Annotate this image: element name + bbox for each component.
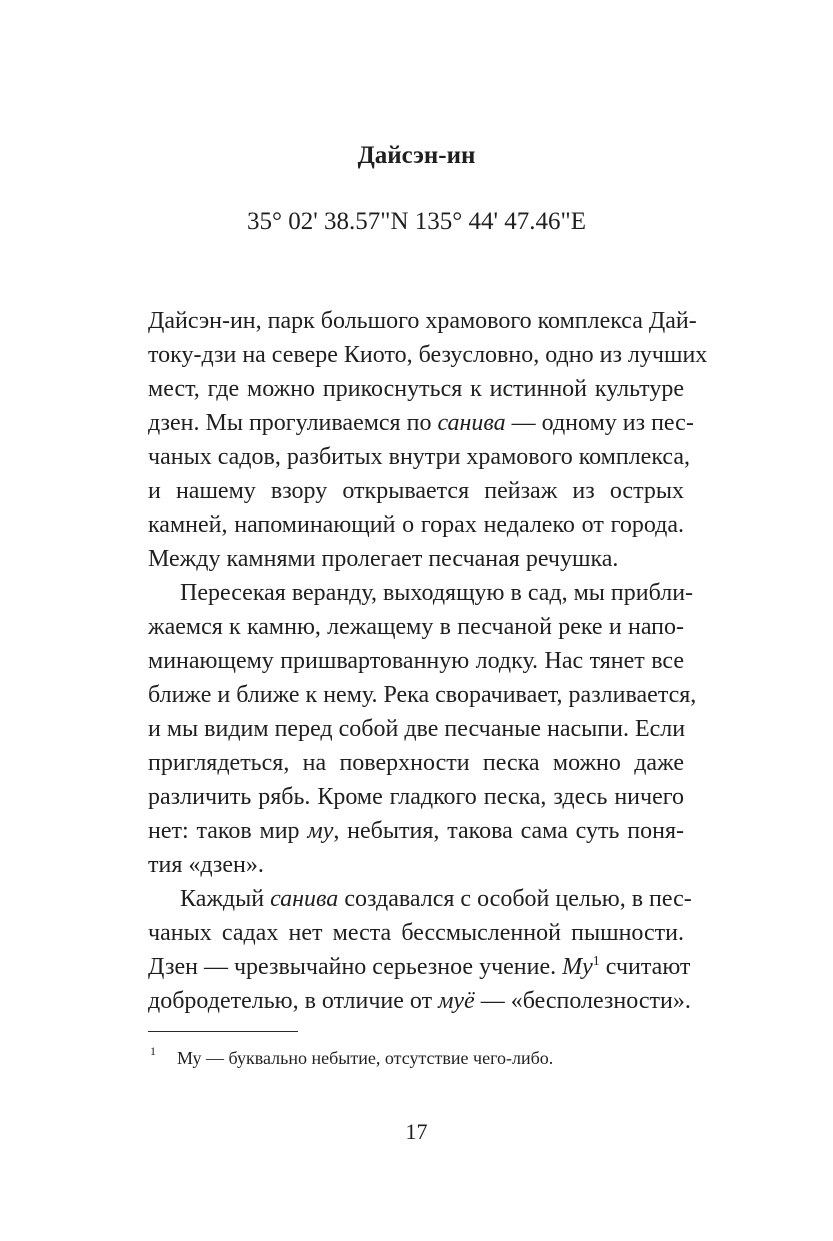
text-line: Каждый санива создавался с особой целью, в пес- [180, 886, 692, 912]
term-mu: Му [562, 954, 593, 980]
text-line: приглядеться, на поверхности песка можно даже [148, 750, 684, 776]
text-line: различить рябь. Кроме гладкого песка, здесь ничего [148, 784, 684, 810]
text-line: ближе и ближе к нему. Река сворачивает, разливается, [148, 682, 697, 708]
text-line: Между камнями пролегает песчаная речушка. [148, 546, 619, 572]
footnote-text: Му — буквально небытие, отсутствие чего-либо. [177, 1048, 554, 1068]
text-line: нет: таков мир му, небытия, такова сама суть поня- [148, 818, 684, 844]
text-line: добродетелью, в отличие от муё — «бесполезности». [148, 988, 691, 1014]
text-line: и нашему взору открывается пейзаж из острых [148, 478, 684, 504]
text-line: чаных садах нет места бессмысленной пышности. [148, 920, 684, 946]
footnote-divider [148, 1031, 298, 1032]
text-line: минающему пришвартованную лодку. Нас тянет все [148, 648, 684, 674]
term-mu: му [307, 818, 334, 844]
term-saniva: санива [437, 410, 506, 436]
text-line: дзен. Мы прогуливаемся по санива — одному из пес- [148, 410, 694, 436]
gps-coordinates: 35° 02' 38.57"N 135° 44' 47.46"E [247, 208, 586, 235]
footnote-number: 1 [150, 1044, 156, 1058]
chapter-title: Дайсэн-ин [357, 142, 476, 169]
footnote-reference: 1 [592, 954, 600, 969]
text-line: Пересекая веранду, выходящую в сад, мы прибли- [180, 580, 694, 606]
text-line: мест, где можно прикоснуться к истинной культуре [148, 376, 684, 402]
term-muyo: муё [438, 988, 475, 1014]
text-line: току-дзи на севере Киото, безусловно, одно из лучших [148, 342, 708, 368]
page-number: 17 [405, 1119, 428, 1144]
text-line: Дзен — чрезвычайно серьезное учение. $Му^1$ считают [148, 954, 691, 980]
term-saniva: санива [270, 886, 339, 912]
text-line: жаемся к камню, лежащему в песчаной реке и напо- [148, 614, 684, 640]
text-line: камней, напоминающий о горах недалеко от города. [148, 512, 684, 538]
text-line: и мы видим перед собой две песчаные насыпи. Если [148, 716, 686, 742]
text-line: чаных садов, разбитых внутри храмового комплекса, [148, 444, 690, 470]
text-line: тия «дзен». [148, 852, 264, 878]
text-line: Дайсэн-ин, парк большого храмового комплекса Дай- [148, 308, 697, 334]
